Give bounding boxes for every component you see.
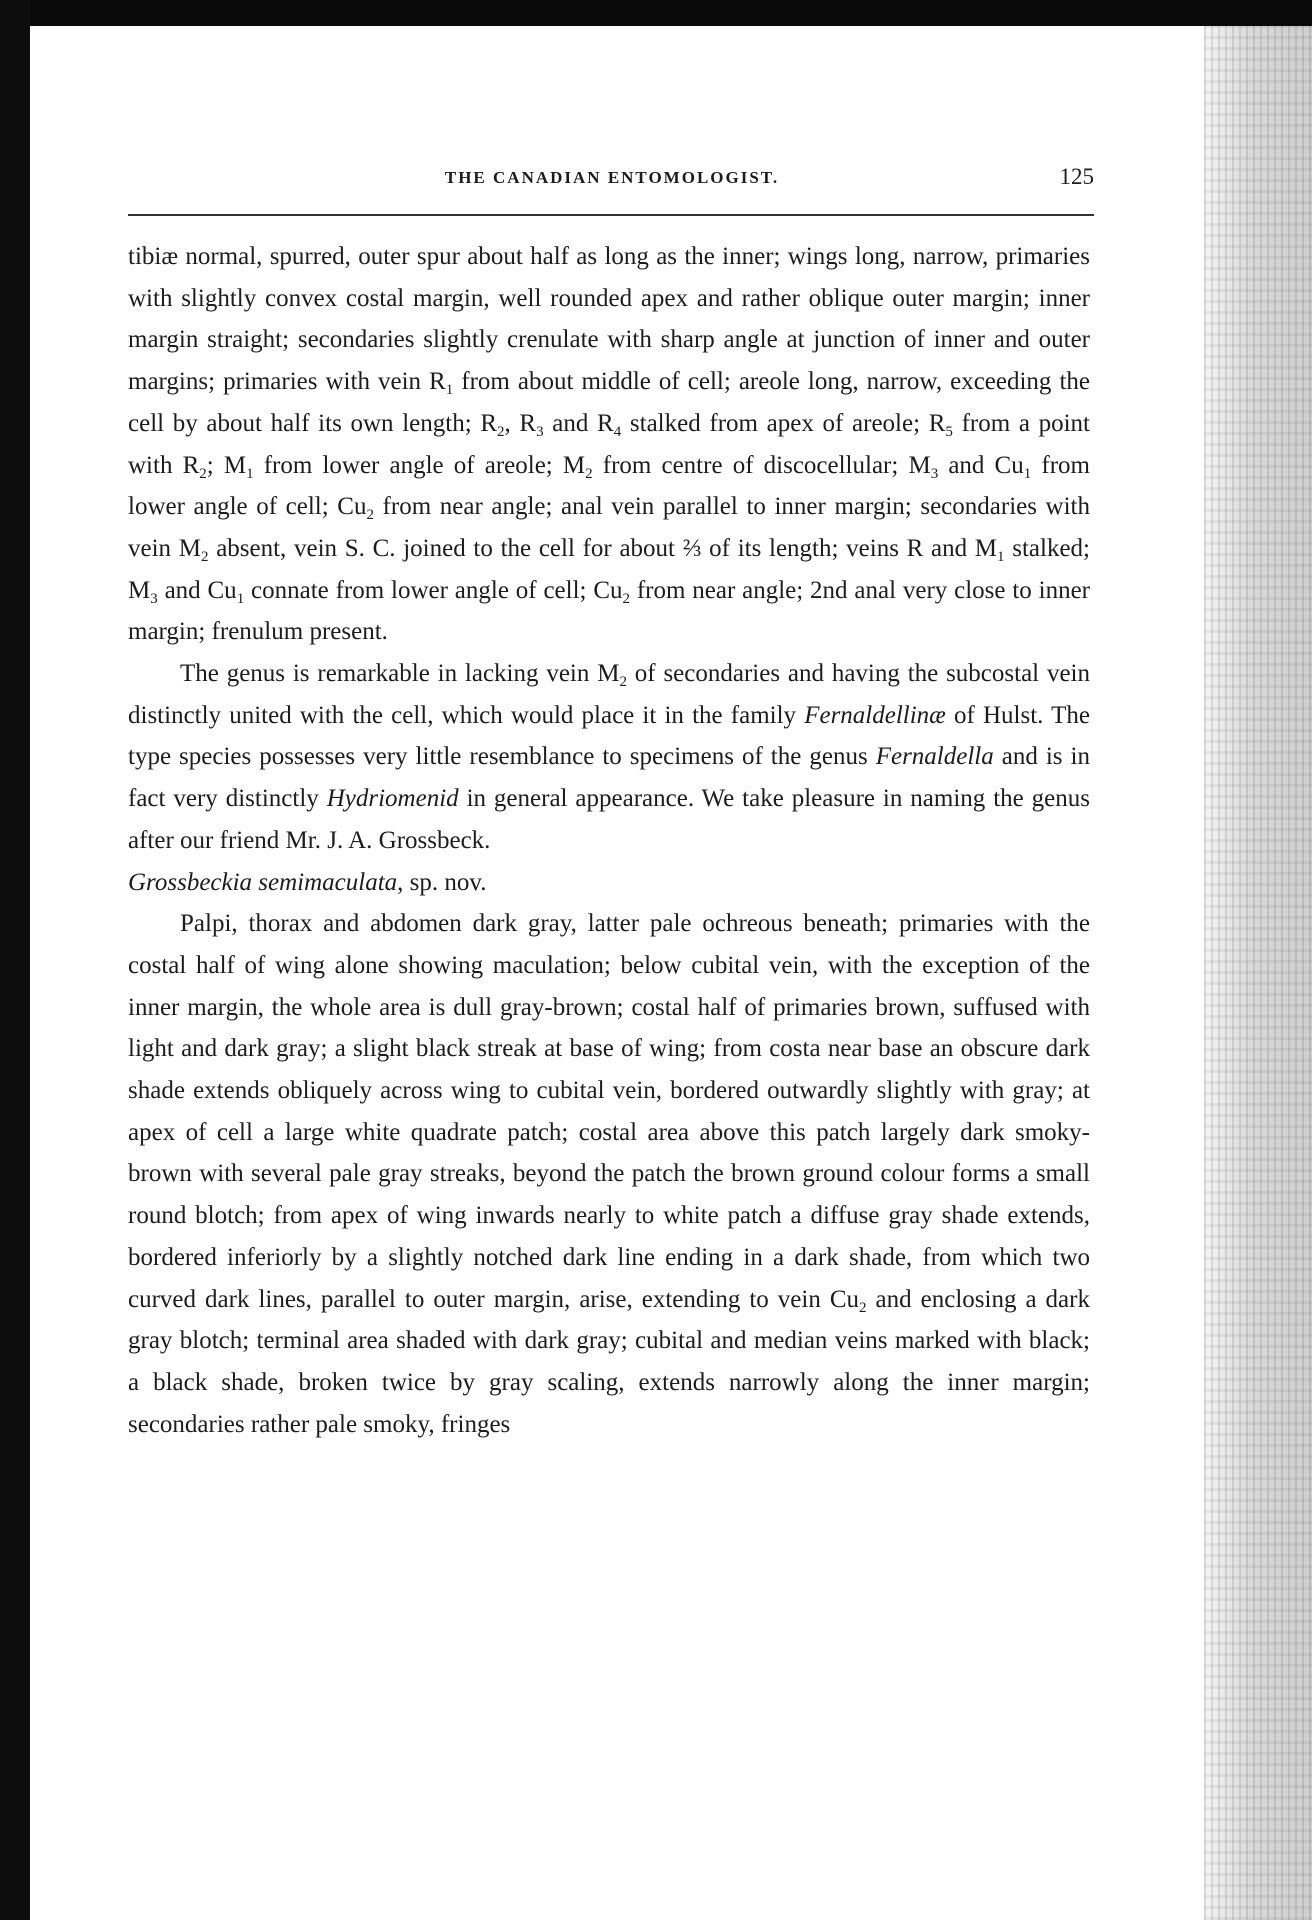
text-run: and enclosing a dark gray blotch; terminal area shaded with dark gray; cubital and median veins marked with black; a black shade, broken twice by gray scaling, extends narrowly along the inner margin; secondaries rather pale smoky, fringes [128,1285,1090,1438]
text-run: from a point with R [128,409,1090,479]
text-run: The genus is remarkable in lacking vein M [180,660,620,688]
text-run: and R [543,409,614,437]
taxon-name: Hydriomenid [326,785,459,813]
vein-subscript: 3 [930,465,939,482]
text-run: of Hulst. The type species possesses very little resemblance to specimens of the genus [128,701,1090,771]
vein-subscript: 4 [613,423,622,440]
vein-subscript: 3 [536,423,544,440]
document-page [38,26,1204,1920]
text-run: ; M [206,451,247,479]
text-run: Palpi, thorax and abdomen dark gray, latter pale ochreous beneath; primaries with the costal half of wing alone showing maculation; below cubital vein, with the exception of the inner margin, the whole area is dull gray-brown; costal half of primaries brown, suffused with light and dark gray; a slight black streak at base of wing; from costa near base an obscure dark shade extends obliquely across wing to cubital vein, bordered outwardly slightly with gray; at apex of cell a large white quadrate patch; costal area above this patch largely dark smoky-brown with several pale gray streaks, beyond the patch the brown ground colour forms a small round blotch; from apex of wing inwards nearly to white patch a diffuse gray shade extends, bordered inferiorly by a slightly notched dark line ending in a dark shade, from which two curved dark lines, parallel to outer margin, arise, extending to vein Cu [128,910,1090,1313]
text-run: and Cu [157,576,237,604]
text-run: stalked; M [128,534,1090,604]
scan-top-border [0,0,1312,26]
vein-subscript: 3 [150,590,158,607]
vein-subscript: 2 [200,548,209,565]
vein-subscript: 5 [945,423,953,440]
vein-subscript: 2 [585,465,593,482]
paragraph-species-description [128,903,1090,1445]
page-number: 125 [1059,164,1094,189]
vein-subscript: 1 [1023,465,1032,482]
text-run: from near angle; 2nd anal very close to inner margin; frenulum present. [128,576,1091,646]
text-run: tibiæ normal, spurred, outer spur about half as long as the inner; wings long, narrow, primaries with slightly convex costal margin, well rounded apex and rather oblique outer margin; inner margin straight; secondaries slightly crenulate with sharp angle at junction of inner and outer margins; primaries with vein R [128,243,1090,396]
paragraph-genus-remarks [128,653,1090,862]
paragraph-genus-description [128,236,1090,653]
text-run: from lower angle of cell; Cu [128,451,1090,521]
vein-subscript: 2 [497,423,505,440]
journal-title: THE CANADIAN ENTOMOLOGIST. [444,168,780,187]
vein-subscript: 2 [366,507,374,524]
taxon-name: Fernaldellinæ [804,701,946,729]
text-run: in general appearance. We take pleasure in naming the genus after our friend Mr. J. A. Grossbeck. [128,785,1090,854]
taxon-name: Fernaldella [875,743,994,771]
running-header [130,160,1094,200]
header-rule [128,214,1094,216]
vein-subscript: 2 [622,590,630,607]
scan-right-edge-texture [1204,26,1312,1920]
text-run: stalked from apex of areole; R [621,409,946,437]
text-run: from centre of discocellular; M [592,451,931,479]
vein-subscript: 2 [619,674,627,691]
body-text [128,236,1090,1445]
scan-left-border [0,0,30,1920]
text-run: from near angle; anal vein parallel to inner margin; secondaries with vein M [128,493,1090,562]
vein-subscript: 1 [236,590,245,607]
species-heading [128,862,1090,904]
vein-subscript: 2 [199,465,207,482]
species-suffix: , sp. nov. [397,868,487,896]
text-run: and Cu [938,451,1024,479]
species-name: Grossbeckia semimaculata [128,868,398,896]
vein-subscript: 2 [859,1299,867,1316]
text-run: from lower angle of areole; M [253,451,586,479]
vein-subscript: 1 [445,382,454,399]
text-run: , R [504,409,537,437]
text-run: of secondaries and having the subcostal vein distinctly united with the cell, which would place it in the family [128,660,1091,729]
vein-subscript: 1 [997,548,1005,565]
text-run: absent, vein S. C. joined to the cell for about ⅔ of its length; veins R and M [208,534,998,562]
text-run: from about middle of cell; areole long, narrow, exceeding the cell by about half its own length; R [128,368,1091,437]
vein-subscript: 1 [246,465,254,482]
text-run: connate from lower angle of cell; Cu [244,576,623,604]
text-run: and is in fact very distinctly [128,743,1090,813]
